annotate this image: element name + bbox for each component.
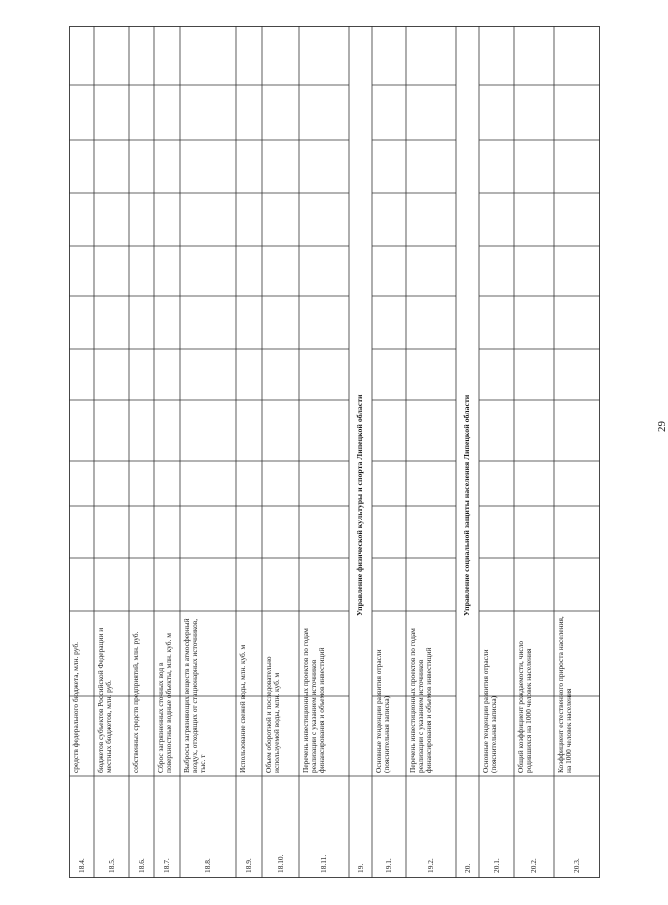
row-label: Выбросы загрязняющих веществ в атмосферный воздух, отходящих от стационарных источников, тыс. т — [182, 618, 207, 773]
row-label: Общий коэффициент рождаемости, число родившихся на 1000 человек населения — [516, 640, 533, 773]
row-number: 19.1. — [384, 858, 393, 873]
row-number: 20.3. — [572, 858, 581, 873]
row-label: Объем оборотной и последовательно используемой воды, млн. куб. м — [264, 656, 281, 773]
section-heading: Управление физической культуры и спорта Липецкой области — [354, 394, 364, 616]
row-label: Перечень инвестиционных проектов по годам реализации с указанием источников финансирования и объемов инвестиций — [408, 628, 433, 773]
row-label: Коэффициент естественного прироста населения, на 1000 человек населения — [556, 616, 573, 773]
row-number: 20.2. — [529, 858, 538, 873]
row-number: 18.5. — [106, 858, 116, 873]
row-number: 20. — [462, 863, 472, 873]
row-number: 19.2. — [426, 858, 435, 873]
row-number: 18.4. — [76, 858, 86, 873]
row-number: 18.7. — [162, 858, 171, 873]
row-label: Использование свежей воды, млн. куб. м — [238, 644, 247, 773]
row-label: бюджетов субъектов Российской Федерации и местных бюджетов, млн. руб. — [96, 627, 113, 773]
row-number: 19. — [355, 863, 365, 873]
row-number: 18.9. — [244, 858, 253, 873]
row-label: Сброс загрязненных сточных вод в поверхностные водные объекты, млн. куб. м — [156, 633, 173, 773]
row-label: Перечень инвестиционных проектов по годам реализации с указанием источников финансирования и объемов инвестиций — [301, 628, 326, 773]
row-number: 18.6. — [136, 858, 146, 873]
row-number: 20.1. — [491, 858, 501, 873]
row-label: Основные тенденции развития отрасли (пояснительная записка) — [374, 649, 391, 773]
page-number: 29 — [656, 421, 668, 432]
section-heading: Управление социальной защиты населения Липецкой области — [461, 394, 471, 616]
data-table — [69, 26, 600, 878]
row-number: 18.11. — [319, 854, 328, 873]
row-label: собственных средств предприятий, млн. руб. — [131, 631, 140, 773]
row-label: средств федерального бюджета, млн. руб. — [71, 642, 80, 773]
row-number: 18.8. — [203, 858, 212, 873]
row-number: 18.10. — [275, 854, 285, 873]
row-label: Основные тенденции развития отрасли (пояснительная записка) — [481, 649, 498, 773]
